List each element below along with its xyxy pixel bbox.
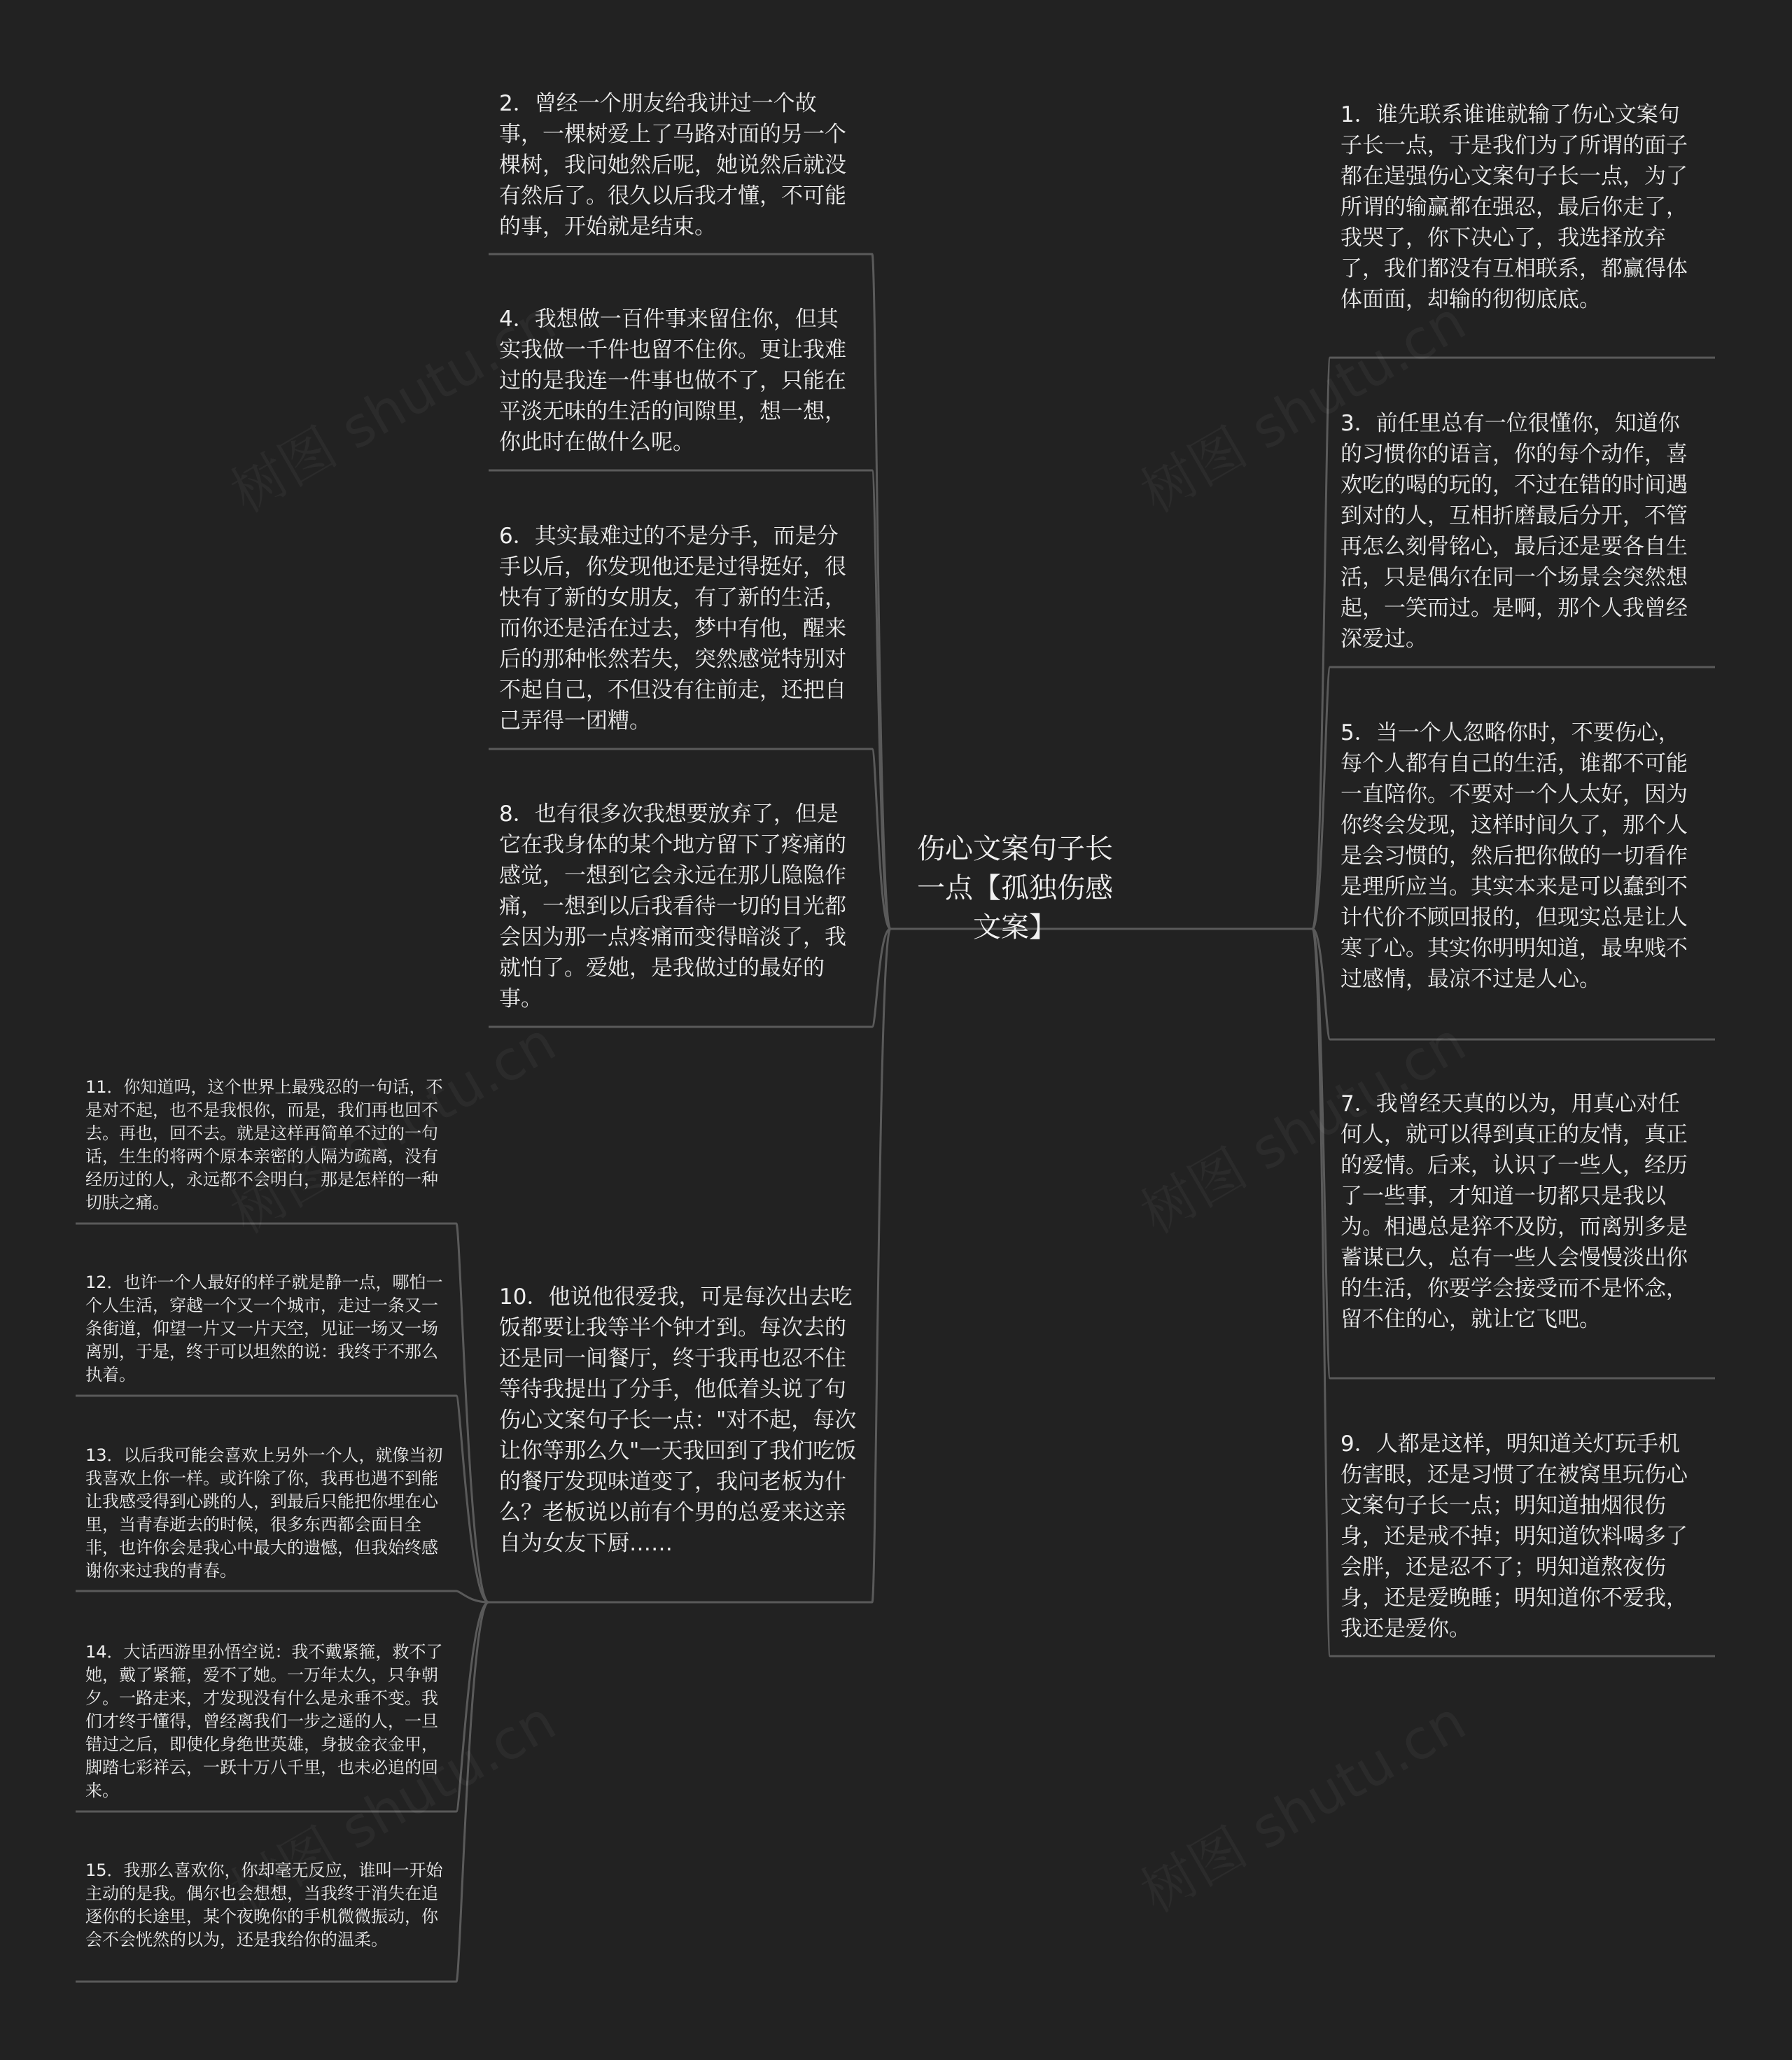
left-node-2[interactable]: 2．曾经一个朋友给我讲过一个故事，一棵树爱上了马路对面的另一个棵树，我问她然后呢，她说然后就没有然后了。很久以后我才懂，不可能的事，开始就是结束。 [499,91,846,239]
right-node-3[interactable]: 3．前任里总有一位很懂你，知道你的习惯你的语言，你的每个动作，喜欢吃的喝的玩的，不过在错的时间遇到对的人，互相折磨最后分开，不管再怎么刻骨铭心，最后还是要各自生活，只是偶尔在同一个场景会突然想起，一笑而过。是啊，那个人我曾经深爱过。 [1340,411,1688,652]
far-left-node-12[interactable]: 12．也许一个人最好的样子就是静一点，哪怕一个人生活，穿越一个又一个城市，走过一条又一条街道，仰望一片又一片天空，见证一场又一场离别，于是，终于可以坦然的说：我终于不那么执着。 [85,1273,443,1385]
far-left-node-14[interactable]: 14．大话西游里孙悟空说：我不戴紧箍，救不了她，戴了紧箍，爱不了她。一万年太久，只争朝夕。一路走来，才发现没有什么是永垂不变。我们才终于懂得，曾经离我们一步之遥的人，一旦错过之后，即使化身绝世英雄，身披金衣金甲，脚踏七彩祥云，一跃十万八千里，也未必追的回来。 [85,1642,443,1800]
left-node-10[interactable]: 10．他说他很爱我，可是每次出去吃饭都要让我等半个钟才到。每次去的还是同一间餐厅，终于我再也忍不住等待我提出了分手，他低着头说了句伤心文案句子长一点："对不起，每次让你等那么久"一天我回到了我们吃饭的餐厅发现味道变了，我问老板为什么？老板说以前有个男的总爱来这亲自为女友下厨…… [499,1284,857,1556]
left-connector [872,470,890,929]
left-node-4[interactable]: 4．我想做一百件事来留住你，但其实我做一千件也留不住你。更让我难过的是我连一件事也做不了，只能在平淡无味的生活的间隙里，想一想，你此时在做什么呢。 [499,307,846,455]
far-left-node-15[interactable]: 15．我那么喜欢你，你却毫无反应，谁叫一开始主动的是我。偶尔也会想想，当我终于消失在追逐你的长途里，某个夜晚你的手机微微振动，你会不会恍然的以为，还是我给你的温柔。 [85,1861,443,1949]
right-node-7[interactable]: 7．我曾经天真的以为，用真心对任何人，就可以得到真正的友情，真正的爱情。后来，认识了一些人，经历了一些事，才知道一切都只是我以为。相遇总是猝不及防，而离别多是蓄谋已久，总有一些人会慢慢淡出你的生活，你要学会接受而不是怀念，留不住的心，就让它飞吧。 [1340,1091,1688,1332]
left-node-8[interactable]: 8．也有很多次我想要放弃了，但是它在我身体的某个地方留下了疼痛的感觉，一想到它会永远在那儿隐隐作痛，一想到以后我看待一切的目光都会因为那一点疼痛而变得暗淡了，我就怕了。爱她，是我做过的最好的事。 [499,801,846,1011]
right-node-1[interactable]: 1．谁先联系谁谁就输了伤心文案句子长一点，于是我们为了所谓的面子都在逞强伤心文案句子长一点，为了所谓的输赢都在强忍，最后你走了，我哭了，你下决心了，我选择放弃了，我们都没有互相联系，都赢得体体面面，却输的彻彻底底。 [1340,102,1688,312]
far-left-node-13[interactable]: 13．以后我可能会喜欢上另外一个人，就像当初我喜欢上你一样。或许除了你，我再也遇不到能让我感受得到心跳的人，到最后只能把你埋在心里，当青春逝去的时候，很多东西都会面目全非，也许你会是我心中最大的遗憾，但我始终感谢你来过我的青春。 [85,1445,443,1581]
left-node-6[interactable]: 6．其实最难过的不是分手，而是分手以后，你发现他还是过得挺好，很快有了新的女朋友，有了新的生活，而你还是活在过去，梦中有他，醒来后的那种怅然若失，突然感觉特别对不起自己，不但没有往前走，还把自己弄得一团糟。 [499,524,846,734]
right-node-9[interactable]: 9．人都是这样，明知道关灯玩手机伤害眼，还是习惯了在被窝里玩伤心文案句子长一点；明知道抽烟很伤身，还是戒不掉；明知道饮料喝多了会胖，还是忍不了；明知道熬夜伤身，还是爱晚睡；明知道你不爱我，我还是爱你。 [1340,1431,1688,1641]
right-node-5[interactable]: 5．当一个人忽略你时，不要伤心，每个人都有自己的生活，谁都不可能一直陪你。不要对一个人太好，因为你终会发现，这样时间久了，那个人是会习惯的，然后把你做的一切看作是理所应当。其实本来是可以蠢到不计代价不顾回报的，但现实总是让人寒了心。其实你明明知道，最卑贱不过感情，最凉不过是人心。 [1340,720,1688,992]
far-left-node-11[interactable]: 11．你知道吗，这个世界上最残忍的一句话，不是对不起，也不是我恨你，而是，我们再也回不去。再也，回不去。就是这样再简单不过的一句话，生生的将两个原本亲密的人隔为疏离，没有经历过的人，永远都不会明白，那是怎样的一种切肤之痛。 [85,1077,443,1212]
left-connector [872,929,890,1602]
root-topic[interactable]: 伤心文案句子长一点【孤独伤感文案】 [917,833,1113,944]
